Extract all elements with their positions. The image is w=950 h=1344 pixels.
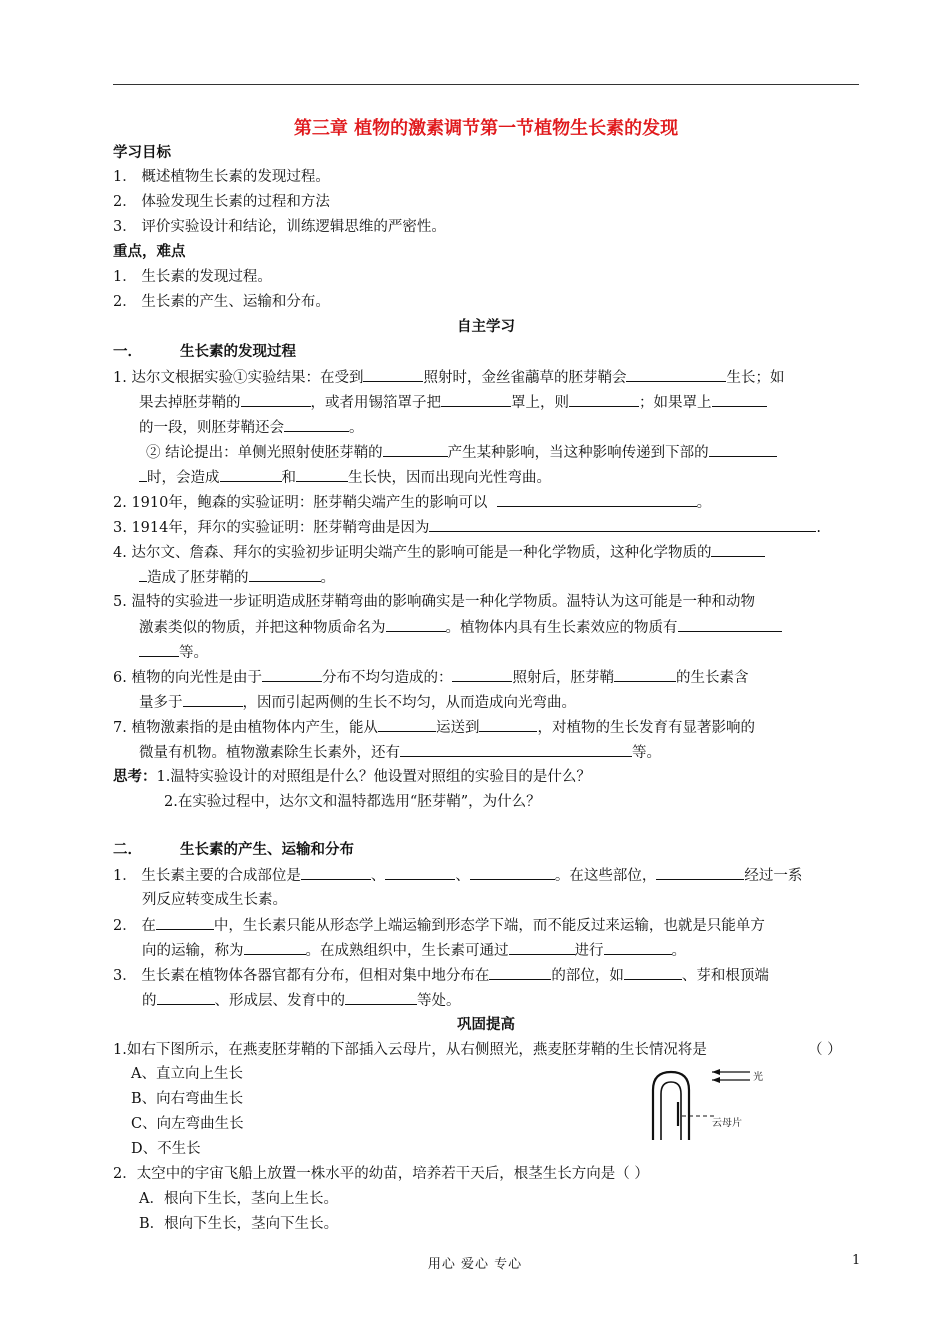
q6-line1: 6. 植物的向光性是由于 分布不均匀造成的： 照射后，胚芽鞘 的生长素含 xyxy=(113,667,748,688)
q5-line3: 等。 xyxy=(139,642,208,663)
think-line2: 2.在实验过程中，达尔文和温特都选用“胚芽鞘”，为什么？ xyxy=(164,794,541,810)
section1-number: 一． xyxy=(113,344,142,360)
q4-line2: 造成了胚芽鞘的 。 xyxy=(139,567,335,588)
think-label: 思考： xyxy=(113,769,157,785)
cq1-option-a: A、直立向上生长 xyxy=(131,1066,243,1082)
q5-line1: 5. 温特的实验进一步证明造成胚芽鞘弯曲的影响确实是一种化学物质。温特认为这可能是一种和动物 xyxy=(113,594,755,610)
light-label: 光 xyxy=(753,1072,763,1083)
q6-line2: 量多于 ，因而引起两侧的生长不均匀，从而造成向光弯曲。 xyxy=(139,692,576,713)
key-point-item: 1． 生长素的发现过程。 xyxy=(113,269,272,285)
blank[interactable] xyxy=(604,940,672,955)
header-rule xyxy=(113,84,859,85)
s2q3-line2: 的 、形成层、发育中的 等处。 xyxy=(142,990,461,1011)
q5-line2: 激素类似的物质，并把这种物质命名为 。植物体内具有生长素效应的物质有 xyxy=(139,617,782,638)
blank[interactable] xyxy=(284,417,349,432)
blank[interactable] xyxy=(429,517,816,532)
goal-item: 3． 评价实验设计和结论，训练逻辑思维的严密性。 xyxy=(113,219,446,235)
q2-line: 2. 1910年，鲍森的实验证明：胚芽鞘尖端产生的影响可以 。 xyxy=(113,492,711,513)
q3-line: 3. 1914年，拜尔的实验证明：胚芽鞘弯曲是因为 . xyxy=(113,517,821,538)
q1-line4: ② 结论提出：单侧光照射使胚芽鞘的 产生某种影响，当这种影响传递到下部的 xyxy=(146,442,777,463)
q1-line1: 1. 达尔文根据实验①实验结果：在受到 照射时，金丝雀虉草的胚芽鞘会 生长；如 xyxy=(113,367,784,388)
q1-line3: 的一段，则胚芽鞘还会 。 xyxy=(139,417,364,438)
blank[interactable] xyxy=(614,667,676,682)
goal-item: 1． 概述植物生长素的发现过程。 xyxy=(113,169,330,185)
cq1-option-b: B、向右弯曲生长 xyxy=(131,1091,244,1107)
blank[interactable] xyxy=(296,467,348,482)
cq1-option-d: D、不生长 xyxy=(131,1141,201,1157)
blank[interactable] xyxy=(569,392,639,407)
mica-label: 云母片 xyxy=(712,1118,742,1129)
blank[interactable] xyxy=(378,717,436,732)
blank[interactable] xyxy=(441,392,511,407)
blank[interactable] xyxy=(156,915,214,930)
q7-line2: 微量有机物。植物激素除生长素外，还有 等。 xyxy=(139,742,661,763)
cq1-answer-paren: （ ） xyxy=(808,1042,842,1058)
self-study-heading: 自主学习 xyxy=(457,319,515,335)
blank[interactable] xyxy=(241,392,311,407)
blank[interactable] xyxy=(711,542,765,557)
q7-line1: 7. 植物激素指的是由植物体内产生，能从 运送到 ，对植物的生长发育有显著影响的 xyxy=(113,717,755,738)
section1-title: 生长素的发现过程 xyxy=(180,344,296,360)
blank[interactable] xyxy=(385,865,455,880)
s2q3-line1: 3． 生长素在植物体各器官都有分布，但相对集中地分布在 的部位，如 、芽和根顶端 xyxy=(113,965,769,986)
cq2-option-a: A．根向下生长，茎向上生长。 xyxy=(139,1191,338,1207)
page-number: 1 xyxy=(852,1253,861,1268)
blank[interactable] xyxy=(262,667,322,682)
cq2-option-b: B．根向下生长，茎向下生长。 xyxy=(139,1216,339,1232)
cq2-stem: 2．太空中的宇宙飞船上放置一株水平的幼苗，培养若干天后，根茎生长方向是（ ） xyxy=(113,1166,649,1182)
blank[interactable] xyxy=(678,617,782,632)
s2q2-line2: 向的运输，称为 。在成熟组织中，生长素可通过 进行 。 xyxy=(142,940,686,961)
blank[interactable] xyxy=(249,567,321,582)
section2-number: 二． xyxy=(113,842,142,858)
blank[interactable] xyxy=(244,940,306,955)
q1-line5: 时，会造成 和 生长快，因而出现向光性弯曲。 xyxy=(139,467,551,488)
s2q2-line1: 2． 在 中，生长素只能从形态学上端运输到形态学下端，而不能反过来运输，也就是只能单方 xyxy=(113,915,765,936)
blank[interactable] xyxy=(470,865,555,880)
blank[interactable] xyxy=(220,467,282,482)
blank[interactable] xyxy=(139,467,147,482)
blank[interactable] xyxy=(139,567,147,582)
cq1-stem: 1.如右下图所示，在燕麦胚芽鞘的下部插入云母片，从右侧照光，燕麦胚芽鞘的生长情况将是 xyxy=(113,1042,707,1058)
blank[interactable] xyxy=(183,692,243,707)
key-points-heading: 重点，难点 xyxy=(113,244,186,260)
coleoptile-mica-figure xyxy=(640,1060,770,1150)
goals-heading: 学习目标 xyxy=(113,145,171,161)
blank[interactable] xyxy=(497,492,697,507)
q1-line2: 果去掉胚芽鞘的 ，或者用锡箔罩子把 罩上，则 ；如果罩上 xyxy=(139,392,767,413)
blank[interactable] xyxy=(157,990,215,1005)
goal-item: 2． 体验发现生长素的过程和方法 xyxy=(113,194,330,210)
q4-line1: 4. 达尔文、詹森、拜尔的实验初步证明尖端产生的影响可能是一种化学物质，这种化学物质的 xyxy=(113,542,765,563)
s2q1-line2: 列反应转变成生长素。 xyxy=(142,892,287,908)
cq1-option-c: C、向左弯曲生长 xyxy=(131,1116,244,1132)
blank[interactable] xyxy=(400,742,632,757)
blank[interactable] xyxy=(656,865,744,880)
section2-title: 生长素的产生、运输和分布 xyxy=(180,842,354,858)
blank[interactable] xyxy=(479,717,537,732)
blank[interactable] xyxy=(452,667,512,682)
key-point-item: 2． 生长素的产生、运输和分布。 xyxy=(113,294,330,310)
blank[interactable] xyxy=(383,442,448,457)
blank[interactable] xyxy=(624,965,682,980)
page-title: 第三章 植物的激素调节第一节植物生长素的发现 xyxy=(293,118,679,139)
blank[interactable] xyxy=(489,965,551,980)
blank[interactable] xyxy=(301,865,371,880)
blank[interactable] xyxy=(626,367,726,382)
blank[interactable] xyxy=(712,392,767,407)
footer-motto: 用心 爱心 专心 xyxy=(427,1257,523,1272)
s2q1-line1: 1． 生长素主要的合成部位是 、 、 。在这些部位， 经过一系 xyxy=(113,865,802,886)
consolidate-heading: 巩固提高 xyxy=(457,1017,515,1033)
blank[interactable] xyxy=(345,990,417,1005)
think-line1: 思考：1.温特实验设计的对照组是什么？他设置对照组的实验目的是什么？ xyxy=(113,769,591,785)
blank[interactable] xyxy=(363,367,423,382)
blank[interactable] xyxy=(509,940,575,955)
blank[interactable] xyxy=(709,442,777,457)
blank[interactable] xyxy=(386,617,446,632)
blank[interactable] xyxy=(139,642,179,657)
